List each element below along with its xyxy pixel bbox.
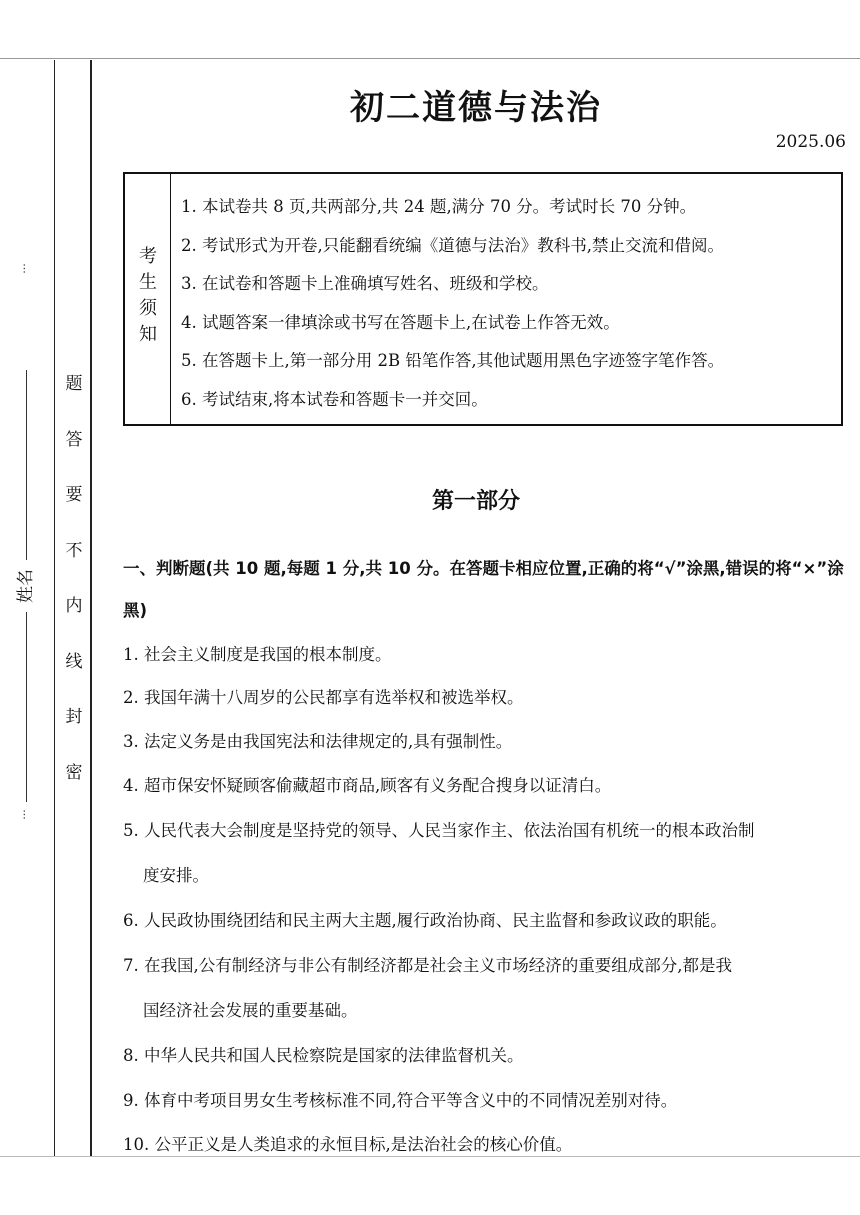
notice-item: 2. 考试形式为开卷,只能翻看统编《道德与法治》教科书,禁止交流和借阅。 <box>181 235 724 255</box>
question-text-continued: 国经济社会发展的重要基础。 <box>143 1001 358 1020</box>
question-text: 2. 我国年满十八周岁的公民都享有选举权和被选举权。 <box>123 688 524 707</box>
seal-char: 答 <box>65 429 83 450</box>
margin-line-outer <box>90 60 92 1156</box>
notice-label-char: 考 <box>139 246 157 267</box>
notice-label <box>137 244 159 348</box>
question-item <box>123 675 853 720</box>
name-underline-top <box>26 370 27 560</box>
question-item <box>123 1033 853 1078</box>
seal-char: 要 <box>65 485 83 505</box>
question-item <box>123 632 853 677</box>
seal-char: 不 <box>65 540 83 561</box>
question-item <box>123 763 853 808</box>
seal-char: 内 <box>65 596 83 616</box>
question-text-continued: 度安排。 <box>143 866 209 885</box>
exam-date: 2025.06 <box>775 132 846 152</box>
name-underline-bottom <box>26 612 27 802</box>
top-border <box>0 58 860 59</box>
question-text: 9. 体育中考项目男女生考核标准不同,符合平等含义中的不同情况差别对待。 <box>123 1091 678 1110</box>
notice-item: 6. 考试结束,将本试卷和答题卡一并交回。 <box>181 389 488 409</box>
notice-label-char: 须 <box>139 298 157 319</box>
page-title: 初二道德与法治 <box>350 88 602 128</box>
section-instruction: 一、判断题(共 10 题,每题 1 分,共 10 分。在答题卡相应位置,正确的将“√”涂黑,错误的将“×”涂黑) <box>123 559 844 620</box>
question-item <box>123 719 853 764</box>
seal-char: 封 <box>65 707 83 727</box>
question-text: 10. 公平正义是人类追求的永恒目标,是法治社会的核心价值。 <box>123 1135 573 1154</box>
question-text: 5. 人民代表大会制度是坚持党的领导、人民当家作主、依法治国有机统一的根本政治制 <box>123 821 755 840</box>
seal-char: 题 <box>65 374 83 394</box>
seal-line-text <box>62 372 86 816</box>
question-item <box>123 943 853 1033</box>
question-item <box>123 1078 853 1123</box>
question-text: 4. 超市保安怀疑顾客偷藏超市商品,顾客有义务配合搜身以证清白。 <box>123 776 612 795</box>
question-item <box>123 1122 853 1167</box>
notice-label-char: 知 <box>139 324 157 345</box>
name-label: 姓名 <box>16 569 36 603</box>
margin-fragment-top: ... <box>14 263 28 274</box>
notice-list <box>181 188 833 419</box>
candidate-notice-box <box>123 172 843 426</box>
margin-fragment-bottom: ... <box>14 809 28 820</box>
question-item <box>123 808 853 898</box>
question-item <box>123 898 853 943</box>
notice-item: 3. 在试卷和答题卡上准确填写姓名、班级和学校。 <box>181 274 549 293</box>
notice-item: 4. 试题答案一律填涂或书写在答题卡上,在试卷上作答无效。 <box>181 312 620 332</box>
margin-line-inner <box>54 60 55 1156</box>
notice-item: 5. 在答题卡上,第一部分用 2B 铅笔作答,其他试题用黑色字迹签字笔作答。 <box>181 351 725 370</box>
question-text: 1. 社会主义制度是我国的根本制度。 <box>123 645 392 664</box>
seal-char: 密 <box>65 762 83 783</box>
notice-item: 1. 本试卷共 8 页,共两部分,共 24 题,满分 70 分。考试时长 70 分钟。 <box>181 197 697 216</box>
question-text: 6. 人民政协围绕团结和民主两大主题,履行政治协商、民主监督和参政议政的职能。 <box>123 911 727 930</box>
notice-label-column <box>125 174 171 424</box>
question-text: 3. 法定义务是由我国宪法和法律规定的,具有强制性。 <box>123 732 513 751</box>
section-title: 第一部分 <box>431 489 520 514</box>
question-text: 8. 中华人民共和国人民检察院是国家的法律监督机关。 <box>123 1046 524 1065</box>
question-text: 7. 在我国,公有制经济与非公有制经济都是社会主义市场经济的重要组成部分,都是我 <box>123 956 732 975</box>
notice-label-char: 生 <box>139 272 157 293</box>
seal-char: 线 <box>65 651 83 672</box>
